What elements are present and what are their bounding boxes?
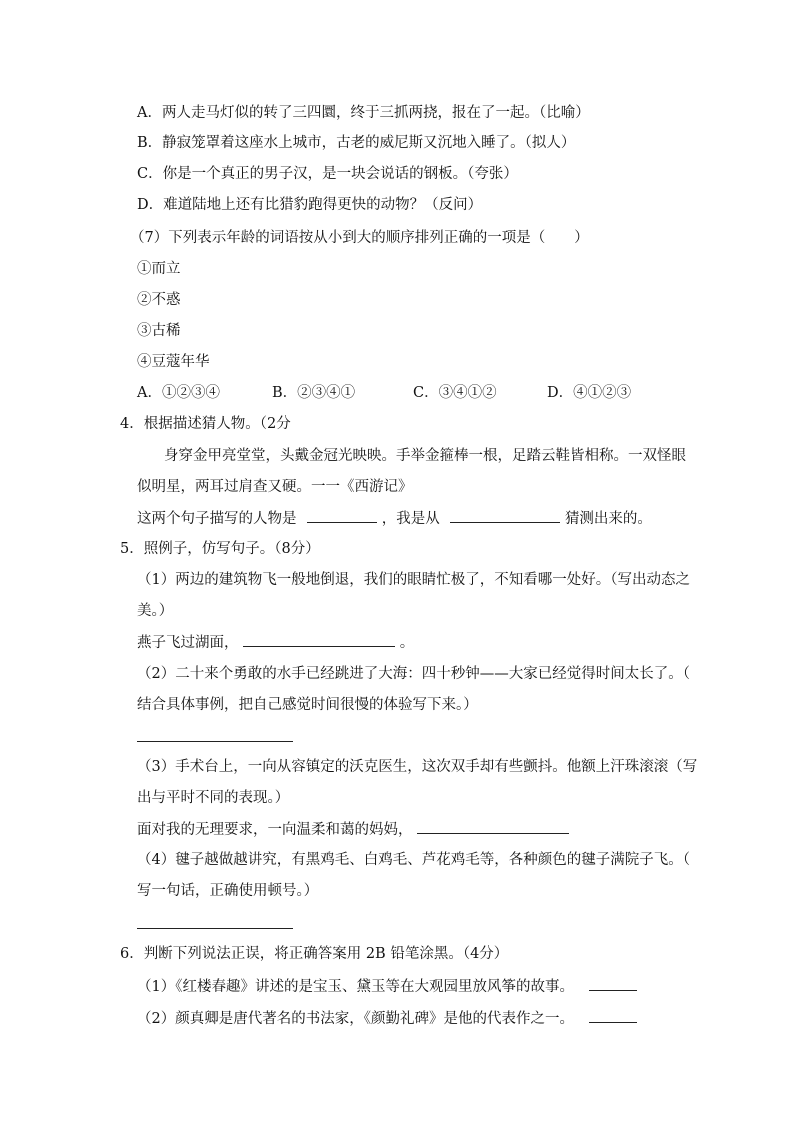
q5-title: 5．照例子，仿写句子。（8分） xyxy=(120,541,320,557)
q3-7-item-4: ④豆蔻年华 xyxy=(137,354,210,370)
q6-statement-2: （2）颜真卿是唐代著名的书法家，《颜勤礼碑》是他的代表作之一。 xyxy=(137,1011,574,1027)
q3-option-b: B．静寂笼罩着这座水上城市，古老的威尼斯又沉地入睡了。（拟人） xyxy=(137,135,576,151)
q5-1-blank[interactable] xyxy=(243,632,395,647)
q5-2-prompt-line-2: 结合具体事例，把自己感觉时间很慢的体验写下来。） xyxy=(137,697,478,713)
q6-title: 6．判断下列说法正误，将正确答案用 2B 铅笔涂黑。（4分） xyxy=(120,946,509,962)
q6-statement-1: （1）《红楼春趣》讲述的是宝玉、黛玉等在大观园里放风筝的故事。 xyxy=(137,979,574,995)
q4-blank-person[interactable] xyxy=(307,508,377,523)
q5-1-answer-end: 。 xyxy=(399,635,415,651)
q6-statement-2-line xyxy=(137,1008,637,1029)
q5-4-answer-line[interactable] xyxy=(137,928,293,929)
q4-passage-line-1: 身穿金甲亮堂堂，头戴金冠光映映。手举金箍棒一根，足踏云鞋皆相称。一双怪眼 xyxy=(164,448,686,464)
q3-7-option-d[interactable]: D．④①②③ xyxy=(547,385,632,401)
q5-3-answer-line xyxy=(137,819,569,840)
q3-option-d: D．难道陆地上还有比猎豹跑得更快的动物？（反问） xyxy=(137,197,483,213)
q5-3-answer-prefix: 面对我的无理要求，一向温柔和蔼的妈妈， xyxy=(137,822,413,838)
q3-7-option-a[interactable]: A．①②③④ xyxy=(137,385,220,401)
q5-1-answer-line xyxy=(137,632,414,653)
q3-option-c: C．你是一个真正的男子汉，是一块会说话的钢板。（夸张） xyxy=(137,166,518,182)
q5-4-prompt-line-1: （4）毽子越做越讲究，有黑鸡毛、白鸡毛、芦花鸡毛等，各种颜色的毽子满院子飞。（ xyxy=(137,852,690,868)
q4-answer-line xyxy=(137,508,652,529)
q5-2-answer-line[interactable] xyxy=(137,741,293,742)
q4-passage-line-2: 似明星，两耳过肩查又硬。一一《西游记》 xyxy=(137,479,413,495)
q3-7-item-1: ①而立 xyxy=(137,261,181,277)
q3-option-a: A．两人走马灯似的转了三四圜，终于三抓两挠，报在了一起。（比喻） xyxy=(137,105,590,121)
q3-7-option-b[interactable]: B．②③④① xyxy=(272,385,356,401)
q4-answer-suffix: 猜测出来的。 xyxy=(564,511,652,527)
q5-2-prompt-line-1: （2）二十来个勇敢的水手已经跳进了大海：四十秒钟——大家已经觉得时间太长了。（ xyxy=(137,666,690,682)
q3-7-option-c[interactable]: C．③④①② xyxy=(413,385,497,401)
q5-3-blank[interactable] xyxy=(417,819,569,834)
q3-7-item-2: ②不惑 xyxy=(137,292,181,308)
q3-7-stem: （7）下列表示年龄的词语按从小到大的顺序排列正确的一项是（ ） xyxy=(130,230,589,246)
q4-answer-prefix: 这两个句子描写的人物是 xyxy=(137,511,297,527)
q6-statement-1-blank[interactable] xyxy=(589,976,637,991)
q5-1-answer-prefix: 燕子飞过湖面， xyxy=(137,635,239,651)
q3-7-item-3: ③古稀 xyxy=(137,323,181,339)
q4-answer-middle: ，我是从 xyxy=(381,511,440,527)
q5-3-prompt-line-1: （3）手术台上，一向从容镇定的沃克医生，这次双手却有些颤抖。他额上汗珠滚滚（写 xyxy=(137,759,698,775)
q4-title: 4．根据描述猜人物。（2分 xyxy=(120,416,291,432)
q4-blank-clue[interactable] xyxy=(450,508,560,523)
q6-statement-2-blank[interactable] xyxy=(589,1008,637,1023)
q5-3-prompt-line-2: 出与平时不同的表现。） xyxy=(137,790,290,806)
q5-1-prompt-line-2: 美。） xyxy=(137,603,174,619)
q6-statement-1-line xyxy=(137,976,637,997)
q5-4-prompt-line-2: 写一句话，正确使用顿号。） xyxy=(137,883,319,899)
q5-1-prompt-line-1: （1）两边的建筑物飞一般地倒退，我们的眼睛忙极了，不知看哪一处好。（写出动态之 xyxy=(137,572,690,588)
